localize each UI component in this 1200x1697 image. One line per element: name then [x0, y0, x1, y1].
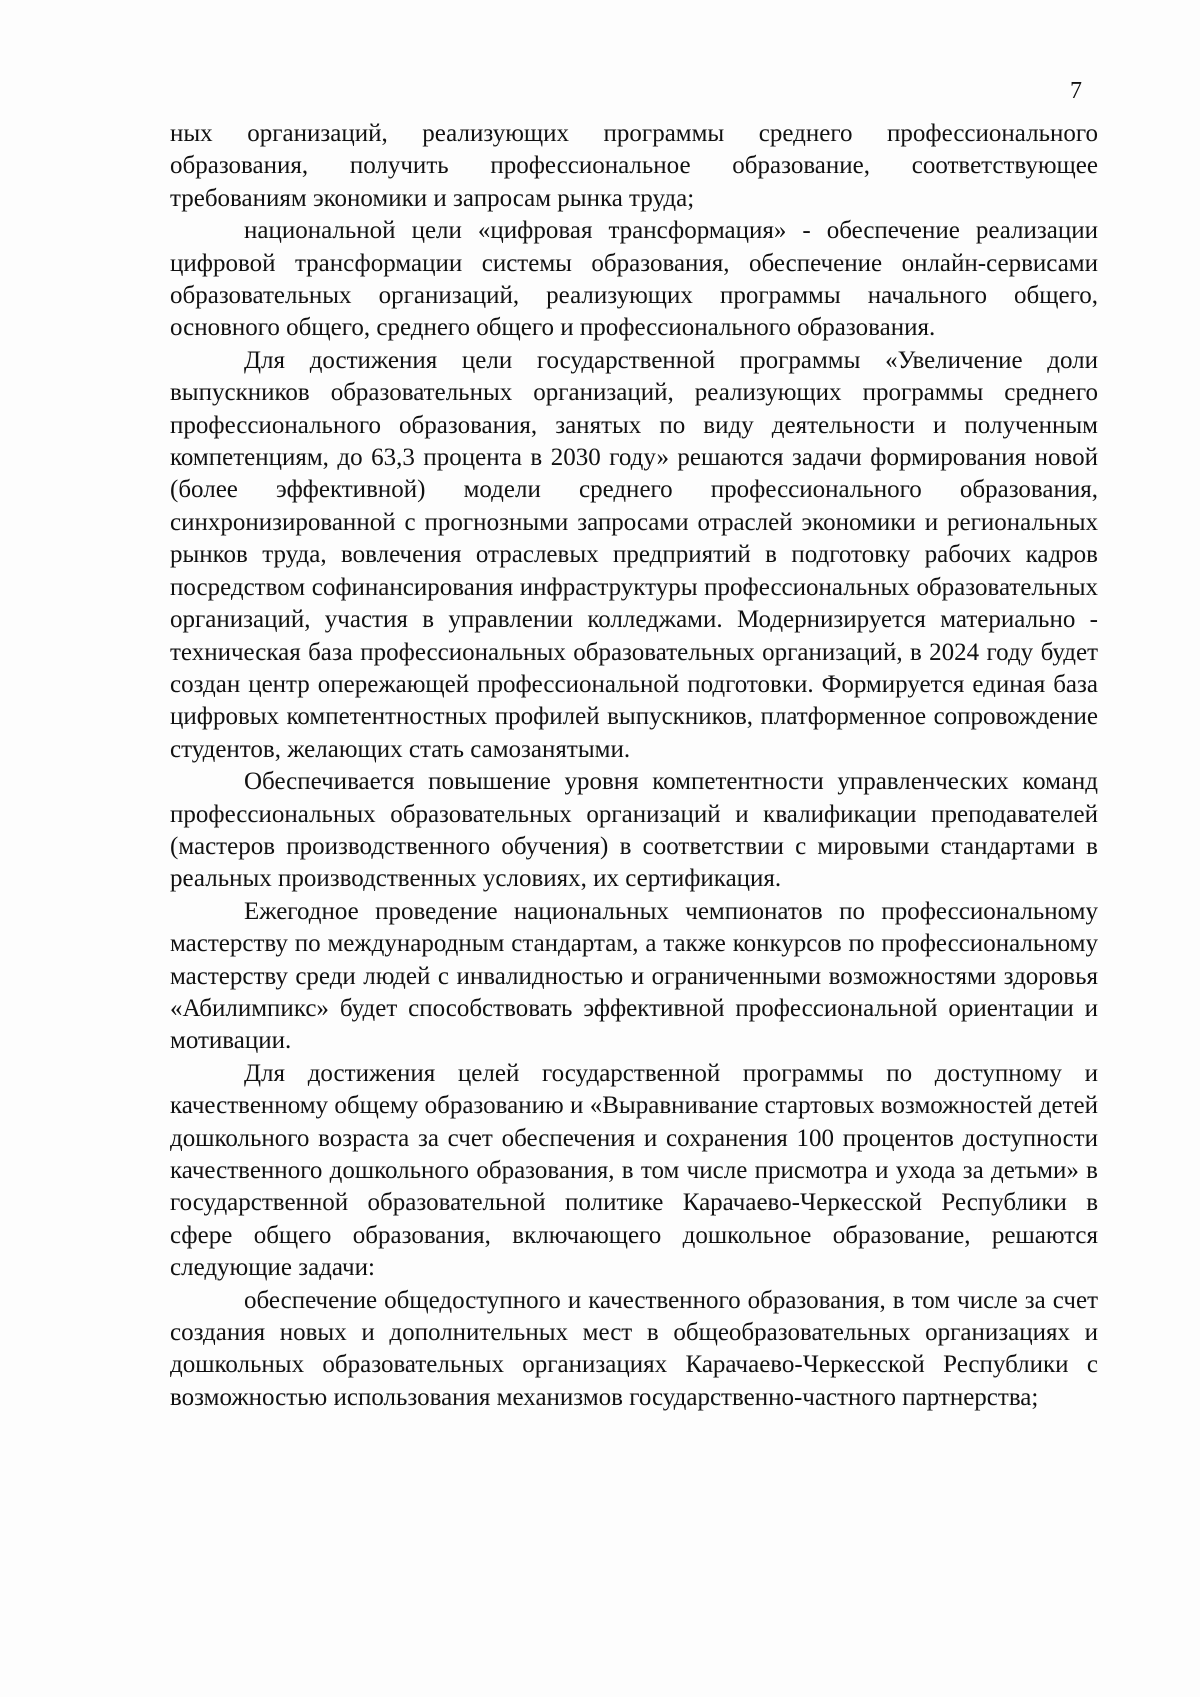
paragraph-5: Ежегодное проведение национальных чемпионатов по профессиональному мастерству по международным стандартам, а также конкурсов по профессиональному мастерству среди людей с инвалидностью и ограниченными возможностями здоровья «Абилимпикс» будет способствовать эффективной профессиональной ориентации и мотивации.: [170, 897, 1098, 1055]
paragraph-1: ных организаций, реализующих программы среднего профессионального образования, получить профессиональное образование, соответствующее требованиям экономики и запросам рынка труда;: [170, 120, 1098, 212]
paragraph-2: национальной цели «цифровая трансформация» - обеспечение реализации цифровой трансформации системы образования, обеспечение онлайн-сервисами образовательных организаций, реализующих программы начального общего, основного общего, среднего общего и профессионального образования.: [170, 217, 1098, 342]
paragraph-4: Обеспечивается повышение уровня компетентности управленческих команд профессиональных образовательных организаций и квалификации преподавателей (мастеров производственного обучения) в соответствии с мировыми стандартами в реальных производственных условиях, их сертификация.: [170, 768, 1098, 893]
document-body: [170, 118, 1098, 1414]
page-number: 7: [1070, 78, 1082, 104]
paragraph-3: Для достижения цели государственной программы «Увеличение доли выпускников образовательных организаций, реализующих программы среднего профессионального образования, занятых по виду деятельности и полученным компетенциям, до 63,3 процента в 2030 году» решаются задачи формирования новой (более эффективной) модели среднего профессионального образования, синхронизированной с прогнозными запросами отраслей экономики и региональных рынков труда, вовлечения отраслевых предприятий в подготовку рабочих кадров посредством софинансирования инфраструктуры профессиональных образовательных организаций, участия в управлении колледжами. Модернизируется материально - техническая база профессиональных образовательных организаций, в 2024 году будет создан центр опережающей профессиональной подготовки. Формируется единая база цифровых компетентностных профилей выпускников, платформенное сопровождение студентов, желающих стать самозанятыми.: [170, 346, 1098, 763]
paragraph-7: обеспечение общедоступного и качественного образования, в том числе за счет создания новых и дополнительных мест в общеобразовательных организациях и дошкольных образовательных организациях Карачаево-Черкесской Республики с возможностью использования механизмов государственно-частного партнерства;: [170, 1286, 1098, 1411]
paragraph-6: Для достижения целей государственной программы по доступному и качественному общему образованию и «Выравнивание стартовых возможностей детей дошкольного возраста за счет обеспечения и сохранения 100 процентов доступности качественного дошкольного образования, в том числе присмотра и ухода за детьми» в государственной образовательной политике Карачаево-Черкесской Республики в сфере общего образования, включающего дошкольное образование, решаются следующие задачи:: [170, 1059, 1098, 1282]
